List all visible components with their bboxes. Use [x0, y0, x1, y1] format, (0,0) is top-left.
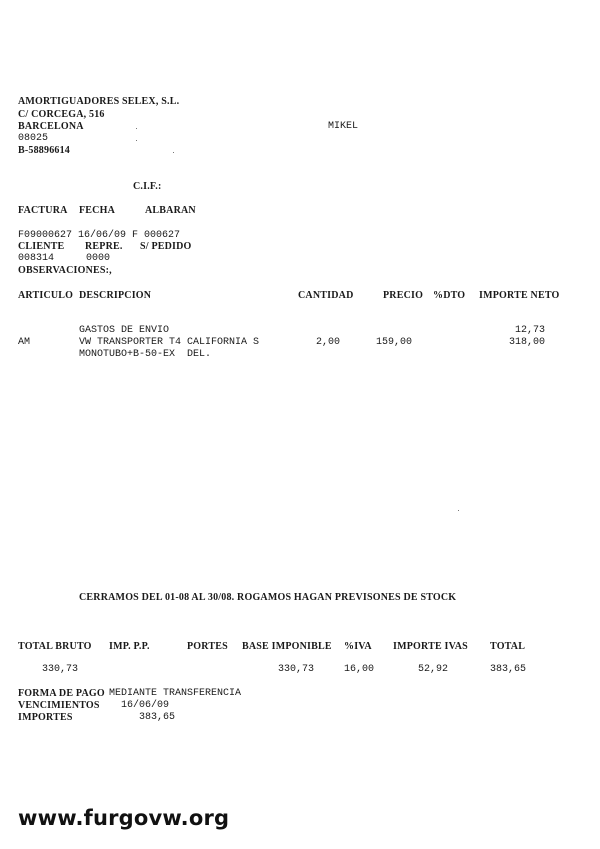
company-street: C/ CORCEGA, 516 — [18, 109, 105, 120]
scan-speck — [136, 140, 137, 141]
row-cantidad: 2,00 — [315, 337, 340, 348]
row-description: GASTOS DE ENVIO — [79, 325, 170, 336]
importes-value: 383,65 — [139, 712, 176, 723]
total-bruto-value: 330,73 — [42, 664, 79, 675]
company-tax-id: B-58896614 — [18, 145, 70, 156]
base-imponible-header: BASE IMPONIBLE — [242, 641, 332, 652]
closing-notice: CERRAMOS DEL 01-08 AL 30/08. ROGAMOS HAGAN PREVISONES DE STOCK — [79, 592, 457, 603]
observaciones-label: OBSERVACIONES:, — [18, 265, 112, 276]
forma-pago-label: FORMA DE PAGO — [18, 688, 105, 699]
importe-ivas-value: 52,92 — [418, 664, 449, 675]
row-description: VW TRANSPORTER T4 CALIFORNIA S — [79, 337, 260, 348]
albaran-header: ALBARAN — [145, 205, 196, 216]
forma-pago-value: MEDIANTE TRANSFERENCIA — [109, 688, 242, 699]
row-importe: 12,73 — [514, 325, 545, 336]
row-description: MONOTUBO+B-50-EX DEL. — [79, 349, 212, 360]
vencimientos-label: VENCIMIENTOS — [18, 700, 100, 711]
cif-label: C.I.F.: — [133, 181, 162, 192]
precio-header: PRECIO — [383, 290, 424, 301]
total-value: 383,65 — [490, 664, 527, 675]
base-imponible-value: 330,73 — [278, 664, 315, 675]
scan-speck — [173, 152, 174, 153]
importe-ivas-header: IMPORTE IVAS — [393, 641, 468, 652]
iva-value: 16,00 — [344, 664, 375, 675]
importe-header: IMPORTE NETO — [479, 290, 560, 301]
imp-pp-header: IMP. P.P. — [109, 641, 150, 652]
factura-header: FACTURA — [18, 205, 68, 216]
scan-speck — [458, 510, 459, 511]
cliente-value: 008314 — [18, 253, 55, 264]
site-watermark: www.furgovw.org — [18, 806, 230, 830]
row-importe: 318,00 — [508, 337, 545, 348]
recipient-name: MIKEL — [328, 121, 359, 132]
portes-header: PORTES — [187, 641, 228, 652]
total-bruto-header: TOTAL BRUTO — [18, 641, 92, 652]
row-articulo: AM — [18, 337, 31, 348]
row-precio: 159,00 — [375, 337, 412, 348]
total-header: TOTAL — [490, 641, 526, 652]
company-zip: 08025 — [18, 133, 49, 144]
vencimientos-value: 16/06/09 — [121, 700, 170, 711]
dto-header: %DTO — [433, 290, 466, 301]
importes-label: IMPORTES — [18, 712, 73, 723]
descripcion-header: DESCRIPCION — [79, 290, 152, 301]
repre-header: REPRE. — [85, 241, 123, 252]
company-city: BARCELONA — [18, 121, 84, 132]
fecha-header: FECHA — [79, 205, 115, 216]
scan-speck — [136, 128, 137, 129]
articulo-header: ARTICULO — [18, 290, 74, 301]
doc-line: F09000627 16/06/09 F 000627 — [18, 230, 181, 241]
pedido-header: S/ PEDIDO — [140, 241, 192, 252]
iva-header: %IVA — [344, 641, 372, 652]
cantidad-header: CANTIDAD — [298, 290, 354, 301]
company-name: AMORTIGUADORES SELEX, S.L. — [18, 96, 180, 107]
cliente-header: CLIENTE — [18, 241, 65, 252]
repre-value: 0000 — [86, 253, 111, 264]
